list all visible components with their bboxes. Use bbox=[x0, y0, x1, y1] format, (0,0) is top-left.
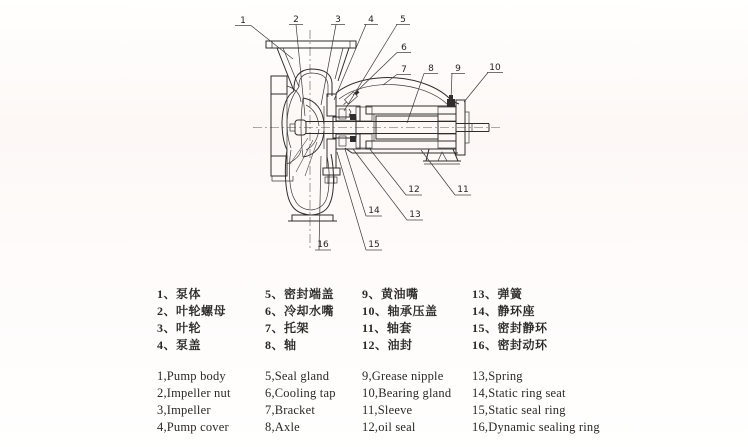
callout-2: 2 bbox=[293, 15, 299, 25]
legend-item-en-9: 9,Grease nipple bbox=[362, 369, 444, 383]
legend-item-cn-6: 6、冷却水嘴 bbox=[265, 304, 335, 318]
callout-13: 13 bbox=[409, 210, 421, 220]
legend-item-en-3: 3,Impeller bbox=[157, 403, 211, 417]
legend-item-cn-3: 3、叶轮 bbox=[157, 321, 202, 335]
callout-3: 3 bbox=[335, 15, 341, 25]
legend-item-cn-12: 12、油封 bbox=[362, 338, 413, 352]
callout-9: 9 bbox=[455, 64, 461, 74]
legend-item-en-12: 12,oil seal bbox=[362, 420, 416, 434]
callout-1: 1 bbox=[240, 16, 246, 26]
legend-item-en-10: 10,Bearing gland bbox=[362, 386, 452, 400]
legend-item-cn-5: 5、密封端盖 bbox=[265, 287, 335, 301]
legend-item-cn-16: 16、密封动环 bbox=[472, 338, 548, 352]
legend-item-cn-7: 7、托架 bbox=[265, 321, 310, 335]
pump-cover bbox=[323, 94, 340, 184]
legend-item-en-11: 11,Sleeve bbox=[362, 403, 413, 417]
legend-item-en-14: 14,Static ring seat bbox=[472, 386, 566, 400]
legend-item-cn-14: 14、静环座 bbox=[472, 304, 536, 318]
legend-item-en-16: 16,Dynamic sealing ring bbox=[472, 420, 600, 434]
callout-14: 14 bbox=[368, 206, 380, 216]
legend-item-en-2: 2,Impeller nut bbox=[157, 386, 231, 400]
legend-item-cn-8: 8、轴 bbox=[265, 338, 297, 352]
callout-10: 10 bbox=[489, 63, 501, 73]
legend-item-cn-2: 2、叶轮螺母 bbox=[157, 304, 227, 318]
callout-7: 7 bbox=[401, 65, 407, 75]
legend-item-en-13: 13,Spring bbox=[472, 369, 523, 383]
legend-item-en-8: 8,Axle bbox=[265, 420, 300, 434]
callout-6: 6 bbox=[401, 43, 407, 53]
support-foot bbox=[423, 149, 461, 164]
legend-item-en-7: 7,Bracket bbox=[265, 403, 316, 417]
legend-item-cn-11: 11、轴套 bbox=[362, 321, 412, 335]
callout-leaders bbox=[235, 25, 503, 251]
callout-16: 16 bbox=[317, 240, 329, 250]
legend-item-en-4: 4,Pump cover bbox=[157, 420, 229, 434]
callout-numbers bbox=[240, 15, 501, 250]
legend-item-cn-13: 13、弹簧 bbox=[472, 287, 523, 301]
callout-15: 15 bbox=[368, 240, 380, 250]
legend-item-cn-10: 10、轴承压盖 bbox=[362, 304, 438, 318]
callout-8: 8 bbox=[428, 64, 434, 74]
legend-item-en-5: 5,Seal gland bbox=[265, 369, 330, 383]
legend-item-en-1: 1,Pump body bbox=[157, 369, 226, 383]
legend-item-cn-15: 15、密封静环 bbox=[472, 321, 548, 335]
legend-item-cn-1: 1、泵体 bbox=[157, 287, 202, 301]
legend-item-en-6: 6,Cooling tap bbox=[265, 386, 336, 400]
legend-item-en-15: 15,Static seal ring bbox=[472, 403, 566, 417]
callout-12: 12 bbox=[408, 185, 420, 195]
suction-flange bbox=[271, 76, 301, 181]
callout-4: 4 bbox=[368, 15, 374, 25]
legend-item-cn-9: 9、黄油嘴 bbox=[362, 287, 419, 301]
callout-11: 11 bbox=[457, 185, 469, 195]
legend-item-cn-4: 4、泵盖 bbox=[157, 338, 202, 352]
callout-5: 5 bbox=[400, 15, 406, 25]
bearing-housing bbox=[356, 95, 469, 155]
